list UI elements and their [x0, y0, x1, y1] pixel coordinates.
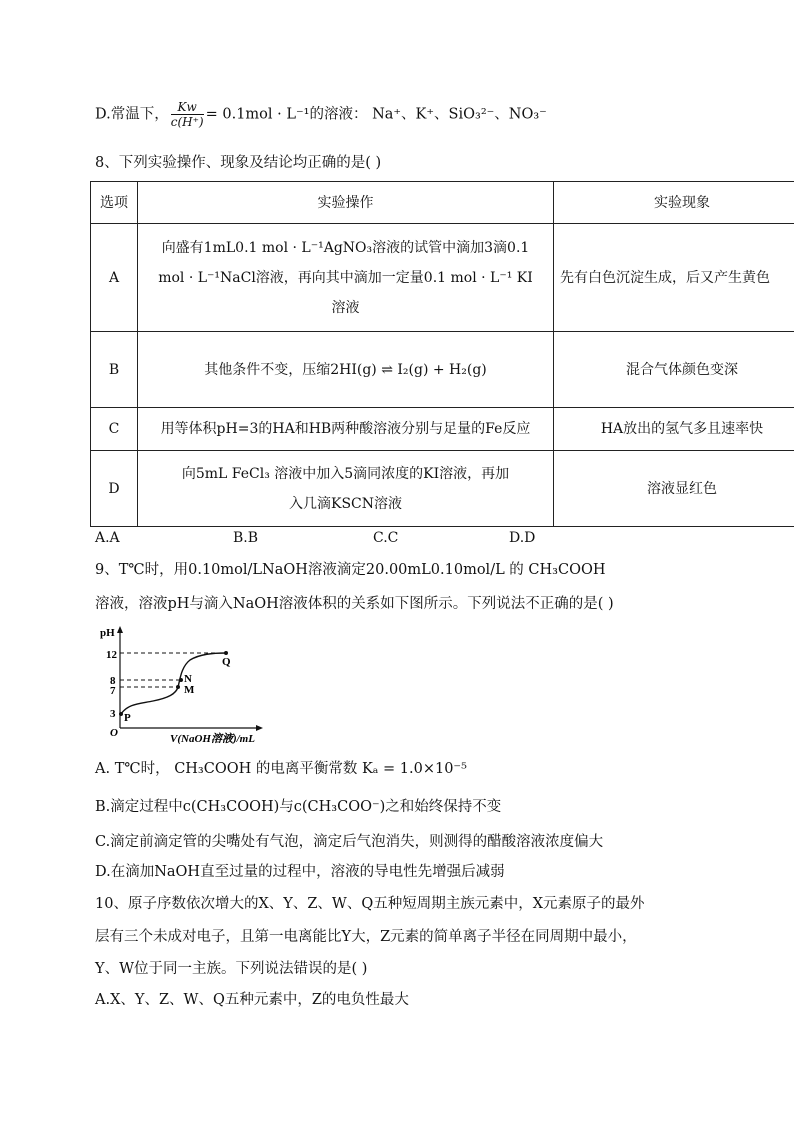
row-operation: 向盛有1mL0.1 mol · L⁻¹AgNO₃溶液的试管中滴加3滴0.1 mol · L⁻¹NaCl溶液，再向其中滴加一定量0.1 mol · L⁻¹ KI溶液	[138, 224, 554, 332]
row-option: B	[91, 332, 138, 408]
table-row	[91, 408, 794, 451]
label-n: N	[184, 673, 192, 685]
q8-stem: 8、下列实验操作、现象及结论均正确的是( )	[95, 155, 382, 171]
x-axis-label: V(NaOH溶液)/mL	[170, 733, 255, 744]
row-operation: 其他条件不变，压缩2HI(g) ⇌ I₂(g) + H₂(g)	[138, 332, 554, 408]
row-operation: 用等体积pH=3的HA和HB两种酸溶液分别与足量的Fe反应	[138, 408, 554, 451]
choice-a: A.A	[95, 530, 120, 546]
table-header-row	[91, 182, 794, 224]
q7-d-suffix: = 0.1mol · L⁻¹的溶液： Na⁺、K⁺、SiO₃²⁻、NO₃⁻	[205, 106, 547, 123]
q9-option-d: D.在滴加NaOH直至过量的过程中，溶液的导电性先增强后减弱	[95, 864, 505, 880]
choice-c: C.C	[373, 530, 399, 546]
row-phenomenon: 先有白色沉淀生成，后又产生黄色	[554, 224, 794, 332]
q10-stem-line2: 层有三个未成对电子，且第一电离能比Y大，Z元素的简单离子半径在同周期中最小，	[95, 929, 637, 945]
header-option: 选项	[91, 182, 138, 224]
q10-stem-line1: 10、原子序数依次增大的X、Y、Z、W、Q五种短周期主族元素中，X元素原子的最外	[95, 896, 645, 912]
y-axis-label: pH	[100, 627, 115, 639]
choice-d: D.D	[509, 530, 536, 546]
row-option: D	[91, 451, 138, 527]
origin-label: O	[110, 727, 118, 739]
row-phenomenon: 溶液显红色	[554, 451, 794, 527]
choice-b: B.B	[233, 530, 259, 546]
table-row	[91, 224, 794, 332]
q10-stem-line3: Y、W位于同一主族。下列说法错误的是( )	[95, 961, 368, 977]
q9-stem-line1: 9、T℃时，用0.10mol/LNaOH溶液滴定20.00mL0.10mol/L 的 CH₃COOH	[95, 562, 606, 578]
kw-fraction	[171, 100, 204, 129]
label-m: M	[184, 684, 195, 696]
point-p	[119, 712, 123, 716]
row-option: C	[91, 408, 138, 451]
header-operation: 实验操作	[138, 182, 554, 224]
label-q: Q	[222, 656, 231, 668]
x-axis-arrow	[256, 725, 263, 731]
y-axis-arrow	[117, 626, 123, 633]
point-q	[224, 651, 228, 655]
row-option: A	[91, 224, 138, 332]
q10-option-a: A.X、Y、Z、W、Q五种元素中，Z的电负性最大	[95, 992, 409, 1008]
header-phenomenon: 实验现象	[554, 182, 794, 224]
q9-option-b: B.滴定过程中c(CH₃COOH)与c(CH₃COO⁻)之和始终保持不变	[95, 799, 502, 815]
row-phenomenon: HA放出的氢气多且速率快	[554, 408, 794, 451]
q9-option-a: A. T℃时， CH₃COOH 的电离平衡常数 Kₐ = 1.0×10⁻⁵	[95, 761, 467, 777]
label-p: P	[124, 712, 131, 724]
titration-curve	[121, 653, 226, 714]
q9-stem-line2: 溶液，溶液pH与滴入NaOH溶液体积的关系如下图所示。下列说法不正确的是( )	[95, 596, 614, 612]
table-row	[91, 451, 794, 527]
ytick-7: 7	[110, 685, 116, 697]
kw-numerator: Kw	[171, 100, 204, 115]
q9-option-c: C.滴定前滴定管的尖嘴处有气泡，滴定后气泡消失，则测得的醋酸溶液浓度偏大	[95, 834, 604, 850]
ytick-8: 8	[110, 675, 116, 687]
row-operation: 向5mL FeCl₃ 溶液中加入5滴同浓度的KI溶液，再加入几滴KSCN溶液	[138, 451, 554, 527]
q7-d-prefix: D.常温下，	[95, 106, 169, 123]
table-row	[91, 332, 794, 408]
row-phenomenon: 混合气体颜色变深	[554, 332, 794, 408]
titration-graph	[98, 622, 268, 744]
point-n	[179, 678, 183, 682]
point-m	[176, 685, 180, 689]
ytick-12: 12	[106, 649, 117, 661]
kw-denominator: c(H⁺)	[170, 115, 204, 129]
q7-option-d	[95, 100, 547, 129]
ytick-3: 3	[110, 708, 116, 720]
experiment-table	[90, 181, 794, 527]
